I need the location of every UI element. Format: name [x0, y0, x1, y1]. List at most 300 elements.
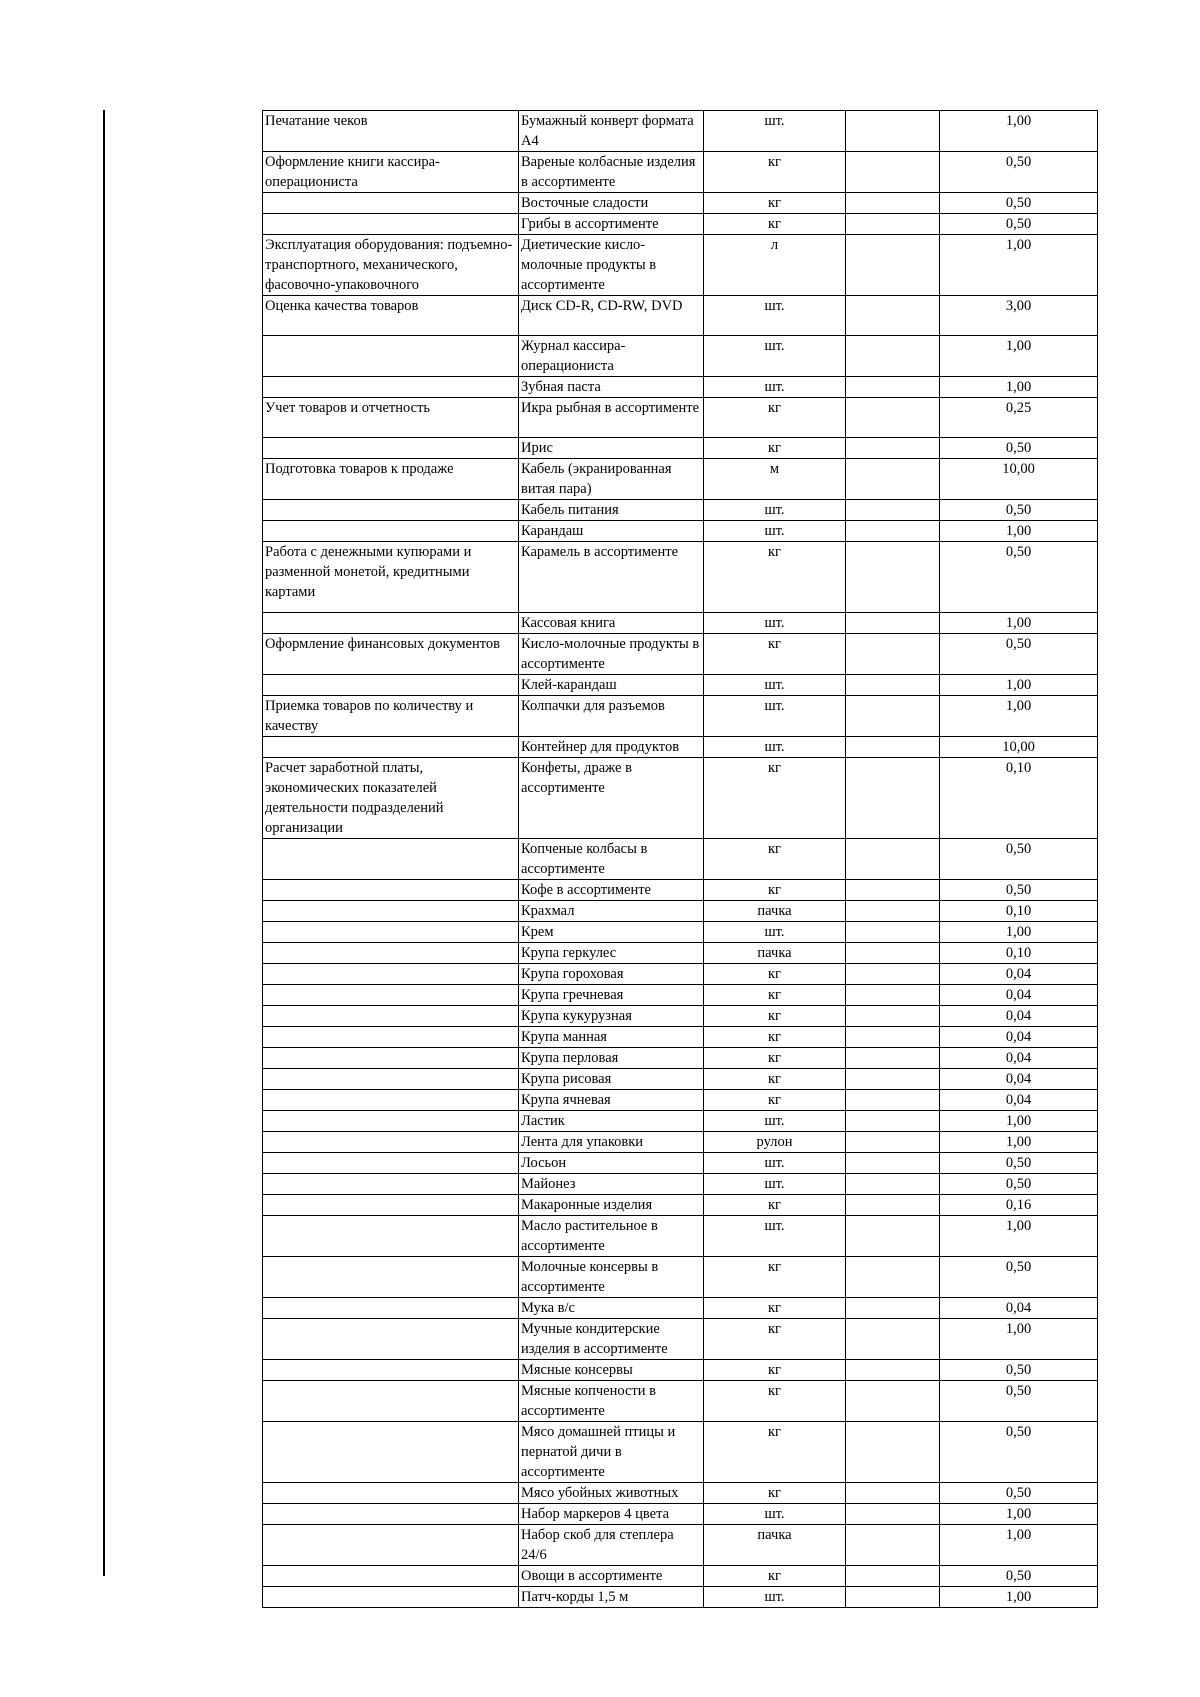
activity-cell [263, 696, 519, 737]
item-cell-text: Мясные копчености в ассортименте [521, 1383, 656, 1419]
activity-cell-text: Оформление финансовых документов [265, 636, 500, 652]
extra-cell [846, 1048, 940, 1069]
activity-cell [263, 1048, 519, 1069]
quantity-cell [940, 1216, 1098, 1257]
activity-cell [263, 1090, 519, 1111]
item-cell-text: Крупа перловая [521, 1050, 619, 1066]
unit-cell [704, 839, 846, 880]
activity-cell-text: Печатание чеков [265, 113, 368, 129]
table-row [263, 1090, 1098, 1111]
quantity-cell-text: 0,50 [1005, 1383, 1032, 1399]
table-row [263, 1216, 1098, 1257]
item-cell [519, 398, 704, 438]
item-cell-text: Мясо домашней птицы и пернатой дичи в ассортименте [521, 1424, 676, 1480]
activity-cell-text: Приемка товаров по количеству и качеству [265, 698, 474, 734]
table-row [263, 193, 1098, 214]
item-cell [519, 521, 704, 542]
item-cell [519, 758, 704, 839]
table-row [263, 336, 1098, 377]
item-cell-text: Кофе в ассортименте [521, 882, 651, 898]
left-margin-rule [103, 110, 105, 1576]
quantity-cell-text: 0,16 [1005, 1197, 1032, 1213]
item-cell [519, 296, 704, 336]
activity-cell [263, 1525, 519, 1566]
extra-cell [846, 1257, 940, 1298]
quantity-cell [940, 377, 1098, 398]
quantity-cell-text: 0,04 [1005, 1050, 1032, 1066]
quantity-cell [940, 1048, 1098, 1069]
unit-cell-text: кг [768, 1050, 781, 1066]
item-cell-text: Вареные колбасные изделия в ассортименте [521, 154, 696, 190]
item-cell-text: Кабель питания [521, 502, 619, 518]
quantity-cell [940, 1525, 1098, 1566]
item-cell-text: Крупа манная [521, 1029, 607, 1045]
extra-cell [846, 459, 940, 500]
table-row [263, 675, 1098, 696]
unit-cell-text: кг [768, 1259, 781, 1275]
item-cell-text: Крупа ячневая [521, 1092, 611, 1108]
unit-cell-text: рулон [756, 1134, 793, 1150]
unit-cell-text: кг [768, 1321, 781, 1337]
unit-cell [704, 675, 846, 696]
unit-cell-text: кг [768, 1197, 781, 1213]
table-row [263, 1525, 1098, 1566]
quantity-cell [940, 111, 1098, 152]
quantity-cell [940, 1483, 1098, 1504]
extra-cell [846, 398, 940, 438]
unit-cell [704, 696, 846, 737]
table-row [263, 398, 1098, 438]
table-row [263, 758, 1098, 839]
quantity-cell-text: 1,00 [1005, 1134, 1032, 1150]
item-cell [519, 438, 704, 459]
quantity-cell [940, 459, 1098, 500]
item-cell [519, 696, 704, 737]
item-cell [519, 1090, 704, 1111]
unit-cell-text: кг [768, 966, 781, 982]
quantity-cell-text: 0,04 [1005, 966, 1032, 982]
quantity-cell-text: 10,00 [1002, 739, 1035, 755]
unit-cell [704, 634, 846, 675]
unit-cell [704, 1360, 846, 1381]
unit-cell [704, 901, 846, 922]
unit-cell [704, 438, 846, 459]
table-row [263, 235, 1098, 296]
table-row [263, 1111, 1098, 1132]
extra-cell [846, 214, 940, 235]
unit-cell [704, 1298, 846, 1319]
table-row [263, 111, 1098, 152]
extra-cell [846, 901, 940, 922]
quantity-cell [940, 1195, 1098, 1216]
quantity-cell [940, 737, 1098, 758]
quantity-cell-text: 0,50 [1005, 1362, 1032, 1378]
activity-cell [263, 377, 519, 398]
extra-cell [846, 193, 940, 214]
item-cell [519, 542, 704, 613]
quantity-cell [940, 964, 1098, 985]
unit-cell-text: пачка [757, 1527, 792, 1543]
activity-cell [263, 1216, 519, 1257]
item-cell [519, 500, 704, 521]
extra-cell [846, 438, 940, 459]
activity-cell-text: Расчет заработной платы, экономических показателей деятельности подразделений организации [265, 760, 444, 836]
activity-cell-text: Учет товаров и отчетность [265, 400, 431, 416]
item-cell-text: Ирис [521, 440, 553, 456]
quantity-cell-text: 1,00 [1005, 1527, 1032, 1543]
table-row [263, 613, 1098, 634]
item-cell [519, 1298, 704, 1319]
table-row [263, 1298, 1098, 1319]
activity-cell [263, 438, 519, 459]
quantity-cell-text: 0,50 [1005, 154, 1032, 170]
quantity-cell [940, 1174, 1098, 1195]
unit-cell [704, 1027, 846, 1048]
table-row [263, 459, 1098, 500]
quantity-cell-text: 1,00 [1005, 1506, 1032, 1522]
activity-cell [263, 1257, 519, 1298]
item-cell-text: Карамель в ассортименте [521, 544, 679, 560]
unit-cell [704, 1257, 846, 1298]
unit-cell [704, 296, 846, 336]
quantity-cell [940, 1587, 1098, 1608]
activity-cell [263, 1483, 519, 1504]
unit-cell-text: кг [768, 1300, 781, 1316]
quantity-cell [940, 758, 1098, 839]
unit-cell-text: кг [768, 544, 781, 560]
unit-cell-text: шт. [764, 1113, 785, 1129]
item-cell-text: Крупа кукурузная [521, 1008, 632, 1024]
item-cell [519, 193, 704, 214]
unit-cell [704, 214, 846, 235]
table-row [263, 1257, 1098, 1298]
quantity-cell [940, 1257, 1098, 1298]
activity-cell [263, 1422, 519, 1483]
extra-cell [846, 296, 940, 336]
table-row [263, 1048, 1098, 1069]
extra-cell [846, 1069, 940, 1090]
item-cell [519, 964, 704, 985]
table-row [263, 1027, 1098, 1048]
item-cell [519, 1566, 704, 1587]
item-cell [519, 675, 704, 696]
quantity-cell [940, 500, 1098, 521]
quantity-cell [940, 1111, 1098, 1132]
activity-cell [263, 901, 519, 922]
item-cell [519, 634, 704, 675]
quantity-cell-text: 1,00 [1005, 1589, 1032, 1605]
table-row [263, 438, 1098, 459]
quantity-cell-text: 0,50 [1005, 216, 1032, 232]
item-cell-text: Лосьон [521, 1155, 567, 1171]
quantity-cell-text: 0,50 [1005, 1568, 1032, 1584]
quantity-cell [940, 1566, 1098, 1587]
table-row [263, 152, 1098, 193]
extra-cell [846, 500, 940, 521]
quantity-cell-text: 1,00 [1005, 924, 1032, 940]
item-cell [519, 1216, 704, 1257]
table-row [263, 1069, 1098, 1090]
item-cell-text: Макаронные изделия [521, 1197, 653, 1213]
item-cell-text: Колпачки для разъемов [521, 698, 665, 714]
quantity-cell [940, 1027, 1098, 1048]
quantity-cell-text: 0,50 [1005, 502, 1032, 518]
quantity-cell [940, 922, 1098, 943]
item-cell [519, 1319, 704, 1360]
unit-cell [704, 1195, 846, 1216]
unit-cell-text: л [770, 237, 779, 253]
activity-cell [263, 1195, 519, 1216]
item-cell-text: Крупа рисовая [521, 1071, 612, 1087]
activity-cell [263, 1298, 519, 1319]
item-cell-text: Контейнер для продуктов [521, 739, 680, 755]
item-cell-text: Диетические кисло-молочные продукты в ассортименте [521, 237, 657, 293]
item-cell-text: Конфеты, драже в ассортименте [521, 760, 632, 796]
extra-cell [846, 758, 940, 839]
item-cell-text: Журнал кассира-операциониста [521, 338, 626, 374]
unit-cell-text: шт. [764, 677, 785, 693]
unit-cell [704, 880, 846, 901]
table-row [263, 922, 1098, 943]
quantity-cell-text: 0,04 [1005, 987, 1032, 1003]
item-cell-text: Крупа гречневая [521, 987, 624, 1003]
extra-cell [846, 1381, 940, 1422]
extra-cell [846, 1587, 940, 1608]
quantity-cell [940, 193, 1098, 214]
item-cell-text: Мука в/с [521, 1300, 575, 1316]
unit-cell-text: шт. [764, 1176, 785, 1192]
activity-cell [263, 459, 519, 500]
table-row [263, 296, 1098, 336]
quantity-cell [940, 696, 1098, 737]
table-row [263, 1483, 1098, 1504]
quantity-cell [940, 839, 1098, 880]
unit-cell [704, 613, 846, 634]
item-cell-text: Молочные консервы в ассортименте [521, 1259, 659, 1295]
item-cell [519, 901, 704, 922]
unit-cell-text: м [769, 461, 780, 477]
item-cell-text: Овощи в ассортименте [521, 1568, 663, 1584]
quantity-cell [940, 214, 1098, 235]
extra-cell [846, 1006, 940, 1027]
quantity-cell-text: 0,50 [1005, 1485, 1032, 1501]
quantity-cell-text: 0,10 [1005, 903, 1032, 919]
quantity-cell-text: 1,00 [1005, 615, 1032, 631]
unit-cell [704, 1069, 846, 1090]
quantity-cell [940, 152, 1098, 193]
activity-cell [263, 1153, 519, 1174]
item-cell-text: Клей-карандаш [521, 677, 617, 693]
activity-cell [263, 943, 519, 964]
table-row [263, 1566, 1098, 1587]
item-cell [519, 1111, 704, 1132]
item-cell [519, 1048, 704, 1069]
quantity-cell-text: 0,50 [1005, 1155, 1032, 1171]
extra-cell [846, 377, 940, 398]
quantity-cell [940, 1132, 1098, 1153]
activity-cell [263, 1027, 519, 1048]
table-row [263, 634, 1098, 675]
quantity-cell-text: 1,00 [1005, 379, 1032, 395]
activity-cell [263, 1587, 519, 1608]
activity-cell [263, 398, 519, 438]
quantity-cell [940, 296, 1098, 336]
item-cell-text: Лента для упаковки [521, 1134, 644, 1150]
item-cell-text: Крем [521, 924, 554, 940]
item-cell [519, 1027, 704, 1048]
unit-cell [704, 377, 846, 398]
unit-cell [704, 1525, 846, 1566]
unit-cell [704, 758, 846, 839]
item-cell [519, 214, 704, 235]
extra-cell [846, 152, 940, 193]
unit-cell-text: кг [768, 1485, 781, 1501]
extra-cell [846, 634, 940, 675]
item-cell [519, 1257, 704, 1298]
item-cell [519, 152, 704, 193]
quantity-cell-text: 3,00 [1005, 298, 1032, 314]
quantity-cell [940, 880, 1098, 901]
extra-cell [846, 1090, 940, 1111]
unit-cell [704, 1422, 846, 1483]
activity-cell [263, 964, 519, 985]
unit-cell [704, 1216, 846, 1257]
activity-cell [263, 1381, 519, 1422]
activity-cell [263, 675, 519, 696]
unit-cell-text: шт. [764, 615, 785, 631]
item-cell-text: Икра рыбная в ассортименте [521, 400, 700, 416]
unit-cell [704, 336, 846, 377]
item-cell-text: Зубная паста [521, 379, 601, 395]
extra-cell [846, 737, 940, 758]
unit-cell [704, 1566, 846, 1587]
item-cell-text: Мясные консервы [521, 1362, 633, 1378]
quantity-cell-text: 0,25 [1005, 400, 1032, 416]
quantity-cell [940, 675, 1098, 696]
item-cell [519, 1587, 704, 1608]
quantity-cell-text: 1,00 [1005, 1218, 1032, 1234]
extra-cell [846, 1525, 940, 1566]
item-cell-text: Ластик [521, 1113, 565, 1129]
activity-cell [263, 985, 519, 1006]
unit-cell [704, 398, 846, 438]
unit-cell-text: шт. [764, 379, 785, 395]
table-row [263, 1195, 1098, 1216]
quantity-cell-text: 10,00 [1002, 461, 1035, 477]
quantity-cell-text: 1,00 [1005, 113, 1032, 129]
unit-cell [704, 964, 846, 985]
equipment-materials-table [262, 110, 1098, 1608]
item-cell-text: Крупа гороховая [521, 966, 624, 982]
unit-cell [704, 152, 846, 193]
item-cell [519, 1132, 704, 1153]
unit-cell-text: шт. [764, 698, 785, 714]
activity-cell-text: Работа с денежными купюрами и разменной монетой, кредитными картами [265, 544, 472, 600]
activity-cell [263, 214, 519, 235]
quantity-cell-text: 1,00 [1005, 237, 1032, 253]
table-row [263, 839, 1098, 880]
item-cell-text: Грибы в ассортименте [521, 216, 659, 232]
quantity-cell [940, 613, 1098, 634]
activity-cell [263, 235, 519, 296]
activity-cell [263, 542, 519, 613]
table-row [263, 542, 1098, 613]
table-row [263, 737, 1098, 758]
item-cell [519, 1504, 704, 1525]
quantity-cell-text: 0,50 [1005, 1176, 1032, 1192]
quantity-cell-text: 1,00 [1005, 338, 1032, 354]
item-cell [519, 1195, 704, 1216]
activity-cell [263, 500, 519, 521]
quantity-cell-text: 0,50 [1005, 195, 1032, 211]
extra-cell [846, 922, 940, 943]
item-cell [519, 922, 704, 943]
item-cell [519, 1422, 704, 1483]
quantity-cell-text: 0,04 [1005, 1300, 1032, 1316]
table-body [263, 111, 1098, 1608]
unit-cell-text: кг [768, 987, 781, 1003]
quantity-cell [940, 985, 1098, 1006]
unit-cell [704, 1048, 846, 1069]
item-cell-text: Восточные сладости [521, 195, 649, 211]
item-cell [519, 1174, 704, 1195]
quantity-cell [940, 235, 1098, 296]
unit-cell-text: кг [768, 154, 781, 170]
quantity-cell-text: 1,00 [1005, 523, 1032, 539]
item-cell-text: Карандаш [521, 523, 584, 539]
unit-cell [704, 1132, 846, 1153]
activity-cell [263, 1174, 519, 1195]
unit-cell-text: кг [768, 1362, 781, 1378]
unit-cell [704, 985, 846, 1006]
item-cell-text: Патч-корды 1,5 м [521, 1589, 629, 1605]
unit-cell [704, 1090, 846, 1111]
extra-cell [846, 1319, 940, 1360]
activity-cell [263, 839, 519, 880]
unit-cell-text: шт. [764, 502, 785, 518]
quantity-cell [940, 943, 1098, 964]
quantity-cell-text: 1,00 [1005, 1113, 1032, 1129]
extra-cell [846, 111, 940, 152]
item-cell [519, 1525, 704, 1566]
quantity-cell-text: 0,50 [1005, 882, 1032, 898]
unit-cell [704, 943, 846, 964]
unit-cell-text: кг [768, 1092, 781, 1108]
extra-cell [846, 1566, 940, 1587]
item-cell [519, 1360, 704, 1381]
unit-cell [704, 1483, 846, 1504]
item-cell [519, 1069, 704, 1090]
activity-cell [263, 1566, 519, 1587]
unit-cell-text: кг [768, 195, 781, 211]
activity-cell [263, 1319, 519, 1360]
item-cell [519, 943, 704, 964]
quantity-cell [940, 1090, 1098, 1111]
item-cell-text: Мясо убойных животных [521, 1485, 679, 1501]
table-row [263, 880, 1098, 901]
quantity-cell-text: 0,04 [1005, 1071, 1032, 1087]
extra-cell [846, 1422, 940, 1483]
quantity-cell [940, 1381, 1098, 1422]
unit-cell-text: кг [768, 882, 781, 898]
table-row [263, 214, 1098, 235]
quantity-cell [940, 1422, 1098, 1483]
item-cell-text: Диск CD-R, CD-RW, DVD [521, 298, 683, 314]
table-row [263, 985, 1098, 1006]
table-row [263, 1132, 1098, 1153]
table-row [263, 964, 1098, 985]
table-row [263, 1319, 1098, 1360]
